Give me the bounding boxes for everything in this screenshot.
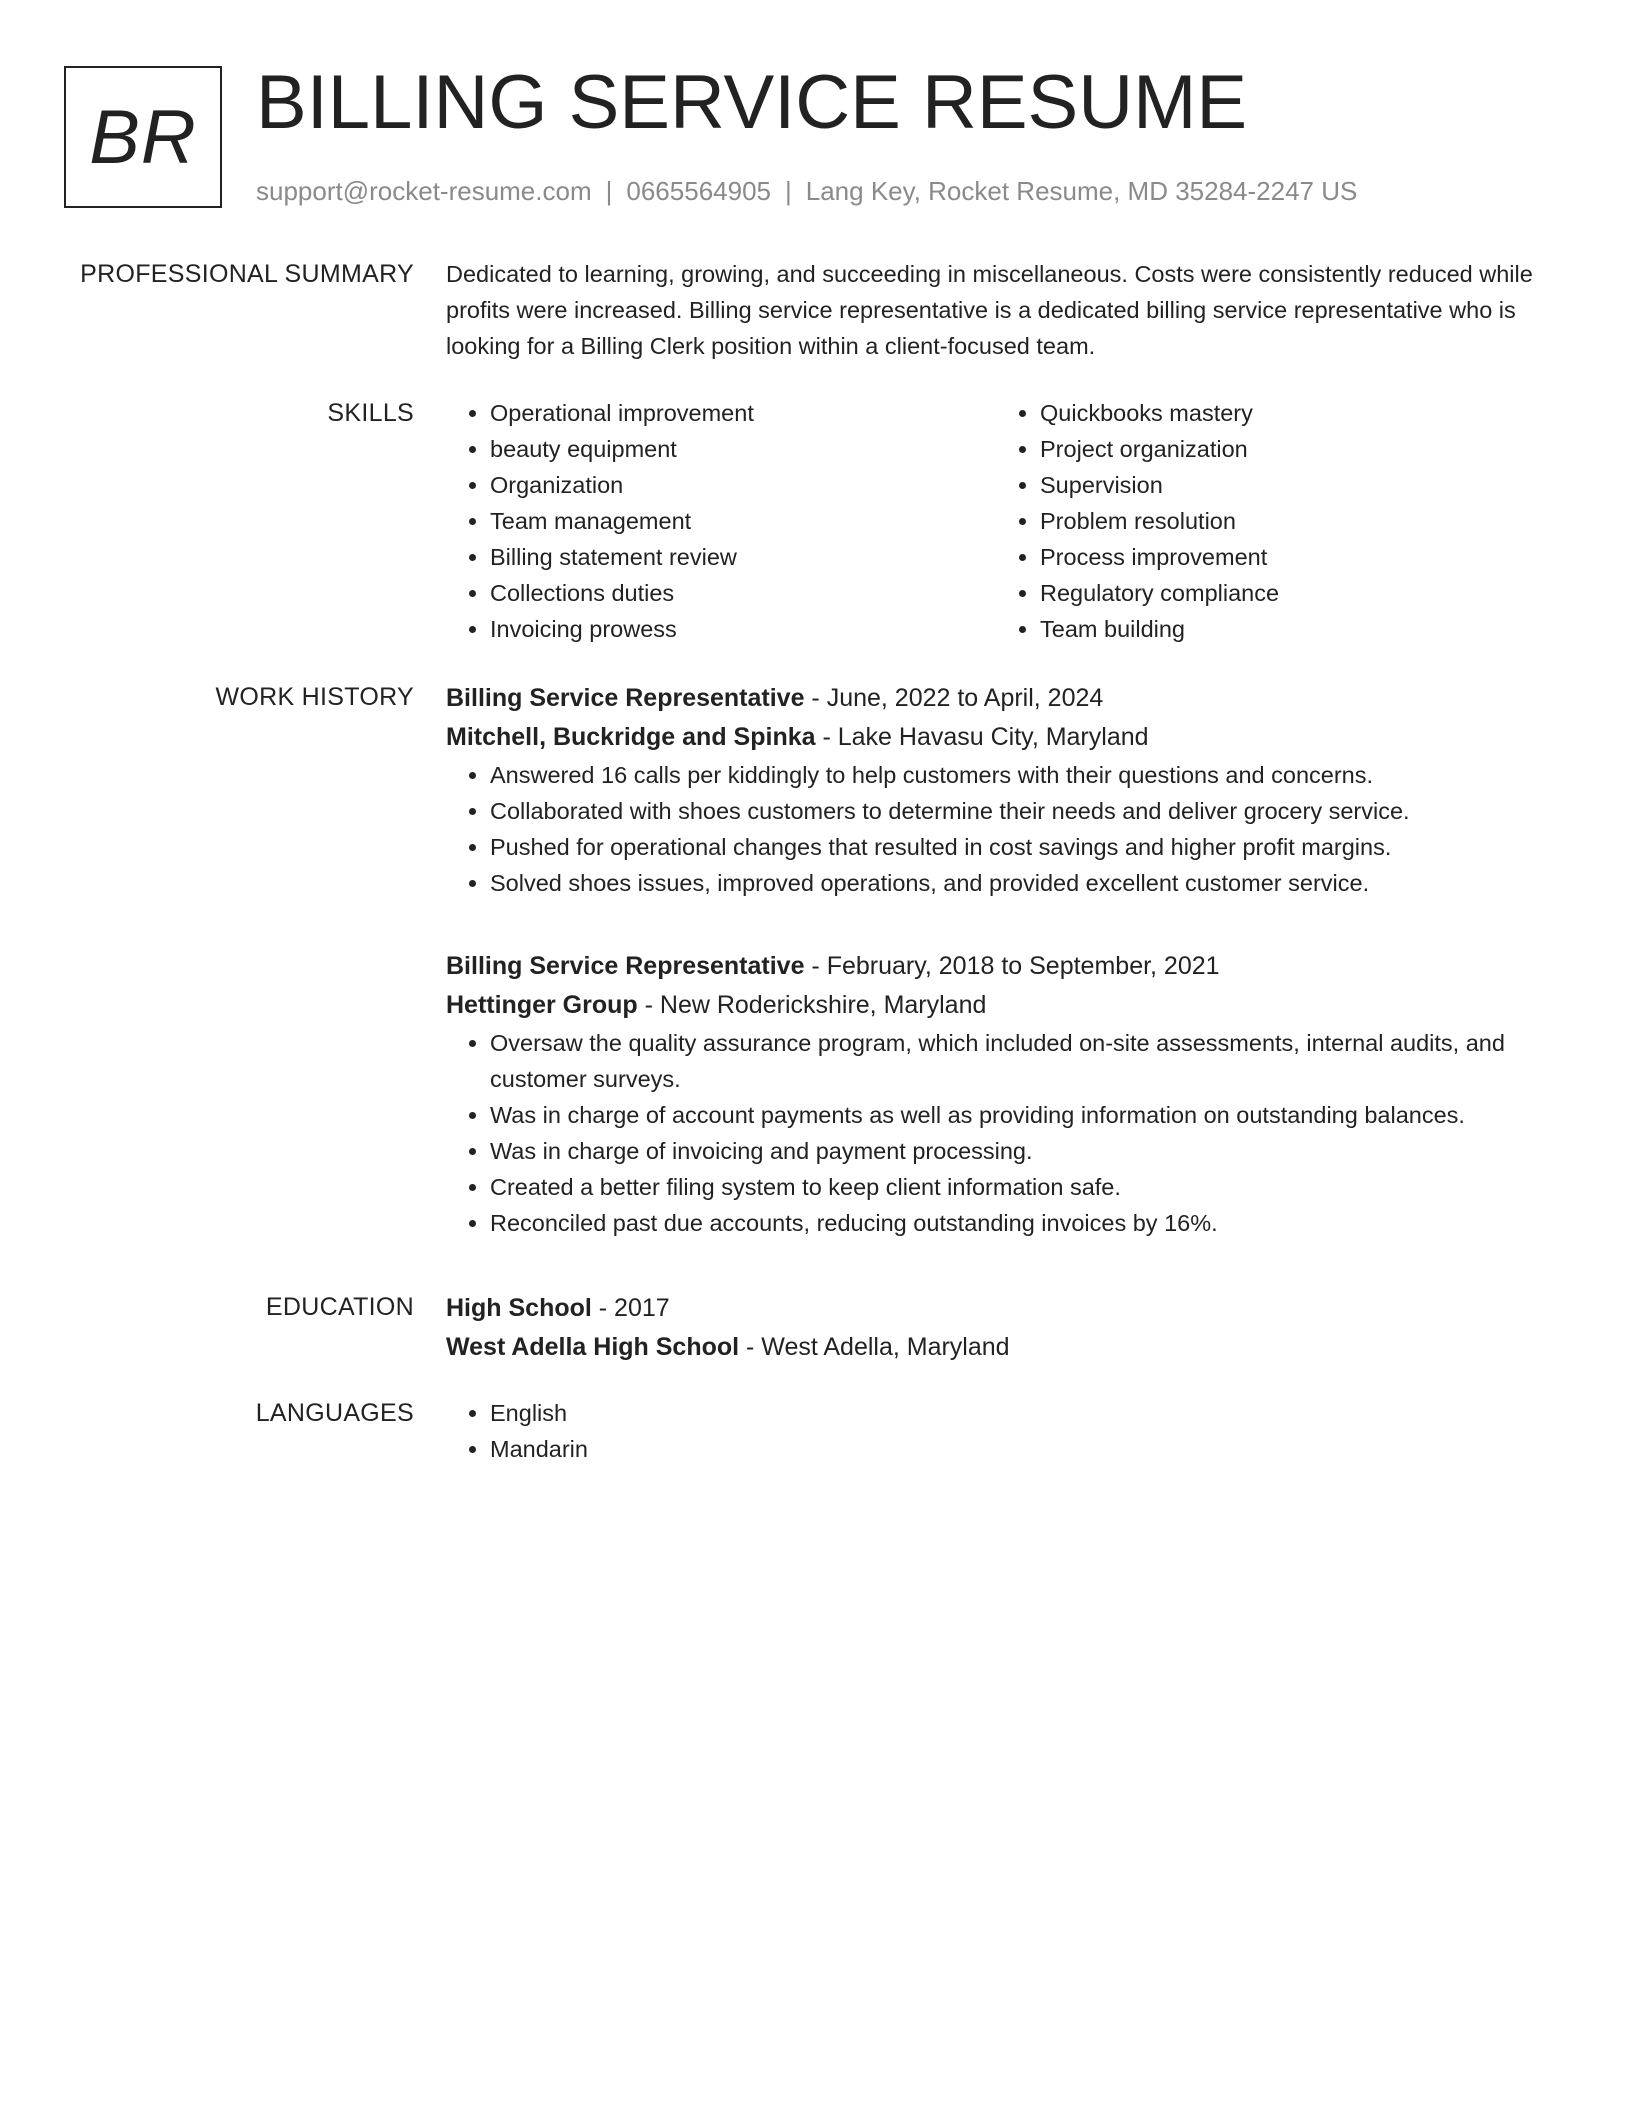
language-item: • Mandarin bbox=[490, 1431, 1566, 1467]
skill-item: • Project organization bbox=[1040, 431, 1546, 467]
job-dates: - June, 2022 to April, 2024 bbox=[804, 684, 1104, 712]
job-bullet: • Collaborated with shoes customers to determine their needs and deliver grocery service. bbox=[490, 793, 1566, 829]
job-title-line bbox=[446, 947, 1566, 986]
job-location: - Lake Havasu City, Maryland bbox=[815, 723, 1149, 751]
job-bullet: • Answered 16 calls per kiddingly to help customers with their questions and concerns. bbox=[490, 757, 1566, 793]
skills-grid bbox=[446, 395, 1546, 647]
skill-item: • beauty equipment bbox=[490, 431, 996, 467]
education-body bbox=[446, 1289, 1566, 1367]
languages-body bbox=[446, 1395, 1566, 1467]
skill-item: • Team building bbox=[1040, 611, 1546, 647]
job-company: Hettinger Group bbox=[446, 991, 638, 1019]
skill-item: • Process improvement bbox=[1040, 539, 1546, 575]
job-company-line bbox=[446, 718, 1566, 757]
contact-email: support@rocket-resume.com bbox=[256, 176, 592, 206]
section-label-summary: PROFESSIONAL SUMMARY bbox=[80, 260, 414, 288]
education-degree: High School bbox=[446, 1294, 592, 1322]
work-body bbox=[446, 679, 1566, 901]
contact-line bbox=[256, 174, 1357, 208]
skills-list-right bbox=[996, 395, 1546, 647]
job-title-line bbox=[446, 679, 1566, 718]
job-bullet: • Reconciled past due accounts, reducing outstanding invoices by 16%. bbox=[490, 1205, 1566, 1241]
job-bullet: • Oversaw the quality assurance program, which included on-site assessments, internal audits, and customer surveys. bbox=[490, 1025, 1566, 1097]
job-dates: - February, 2018 to September, 2021 bbox=[804, 952, 1220, 980]
summary-text: Dedicated to learning, growing, and succeeding in miscellaneous. Costs were consistently reduced while profits were increased. Billing service representative is a dedicated billing service representative who is looking for a Billing Clerk position within a client-focused team. bbox=[446, 261, 1533, 359]
skill-item: • Collections duties bbox=[490, 575, 996, 611]
contact-separator: | bbox=[785, 176, 792, 206]
section-label-work: WORK HISTORY bbox=[215, 683, 414, 711]
job-bullet: • Created a better filing system to keep client information safe. bbox=[490, 1169, 1566, 1205]
summary-body bbox=[446, 256, 1566, 364]
contact-separator: | bbox=[605, 176, 613, 206]
skill-item: • Quickbooks mastery bbox=[1040, 395, 1546, 431]
skill-item: • Billing statement review bbox=[490, 539, 996, 575]
skills-list-left bbox=[446, 395, 996, 647]
education-year: - 2017 bbox=[591, 1294, 670, 1322]
skills-body bbox=[446, 395, 1566, 647]
skill-item: • Operational improvement bbox=[490, 395, 996, 431]
skill-item: • Organization bbox=[490, 467, 996, 503]
resume-title: BILLING SERVICE RESUME bbox=[256, 60, 1248, 145]
language-item: • English bbox=[490, 1395, 1566, 1431]
contact-phone: 0665564905 bbox=[626, 176, 771, 206]
job-bullet-list bbox=[446, 757, 1566, 901]
education-school: West Adella High School bbox=[446, 1333, 740, 1361]
job-location: - New Roderickshire, Maryland bbox=[637, 991, 987, 1019]
job-bullet: • Was in charge of invoicing and payment processing. bbox=[490, 1133, 1566, 1169]
section-label-skills: SKILLS bbox=[327, 399, 414, 427]
skill-item: • Problem resolution bbox=[1040, 503, 1546, 539]
education-location: - West Adella, Maryland bbox=[739, 1333, 1010, 1361]
job-bullet: • Pushed for operational changes that resulted in cost savings and higher profit margins. bbox=[490, 829, 1566, 865]
section-label-languages: LANGUAGES bbox=[255, 1399, 414, 1427]
job-entry bbox=[446, 679, 1566, 901]
job-title: Billing Service Representative bbox=[446, 684, 805, 712]
job-company-line bbox=[446, 986, 1566, 1025]
education-school-line bbox=[446, 1328, 1566, 1367]
job-bullet: • Solved shoes issues, improved operations, and provided excellent customer service. bbox=[490, 865, 1566, 901]
skill-item: • Team management bbox=[490, 503, 996, 539]
skill-item: • Regulatory compliance bbox=[1040, 575, 1546, 611]
languages-list bbox=[446, 1395, 1566, 1467]
skill-item: • Invoicing prowess bbox=[490, 611, 996, 647]
monogram-box bbox=[64, 66, 222, 208]
job-bullet-list bbox=[446, 1025, 1566, 1241]
section-label-education: EDUCATION bbox=[265, 1293, 414, 1321]
skill-item: • Supervision bbox=[1040, 467, 1546, 503]
job-title: Billing Service Representative bbox=[446, 952, 805, 980]
monogram-initials: BR bbox=[89, 94, 197, 180]
job-company: Mitchell, Buckridge and Spinka bbox=[446, 723, 816, 751]
work-body bbox=[446, 947, 1566, 1241]
contact-address: Lang Key, Rocket Resume, MD 35284-2247 US bbox=[805, 176, 1358, 206]
job-entry bbox=[446, 947, 1566, 1241]
education-degree-line bbox=[446, 1289, 1566, 1328]
job-bullet: • Was in charge of account payments as well as providing information on outstanding balances. bbox=[490, 1097, 1566, 1133]
